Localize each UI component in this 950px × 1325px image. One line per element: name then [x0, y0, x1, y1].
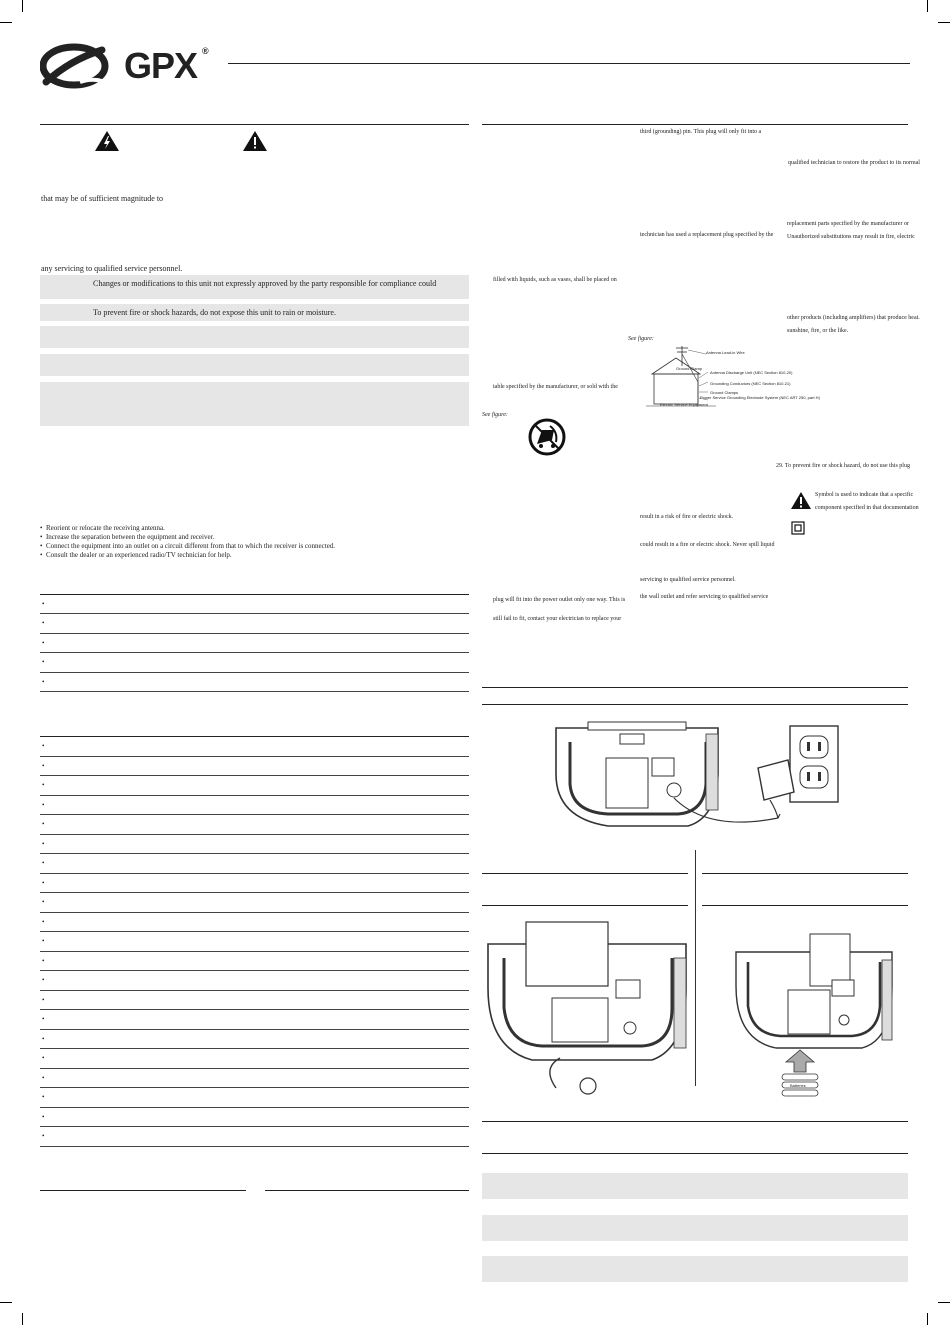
text-risk-shock: result in a risk of fire or electric shock. — [640, 514, 734, 520]
double-insulation-icon — [791, 521, 805, 535]
table-bullet: • — [42, 995, 45, 1004]
notice-box-4 — [40, 354, 469, 376]
section-rule — [482, 687, 908, 688]
footer-rule-left — [40, 1190, 246, 1191]
table-bullet: • — [42, 1132, 45, 1140]
table-bullet: • — [42, 619, 45, 628]
lightning-warning-icon — [94, 130, 120, 152]
crop-mark — [938, 22, 950, 23]
table-row-rule — [40, 613, 469, 614]
text-table-specified: table specified by the manufacturer, or sold with the — [493, 384, 618, 390]
text-electrician: still fail to fit, contact your electrician to replace your — [493, 616, 622, 622]
table-row-rule — [40, 912, 469, 913]
text-component: component specified in that documentation — [815, 505, 919, 511]
section-rule — [482, 704, 908, 705]
text-restore: qualified technician to restore the product to its normal — [788, 160, 920, 166]
table-bullet: • — [42, 976, 45, 984]
registered-mark: ® — [202, 46, 209, 56]
table-bullet: • — [42, 1073, 45, 1082]
footer-rule-right — [265, 1190, 469, 1191]
header-rule — [228, 63, 910, 64]
fcc-list — [40, 524, 335, 560]
crop-mark — [0, 1302, 12, 1303]
text-servicing-mid: servicing to qualified service personnel. — [640, 577, 736, 583]
battery-install-figure — [732, 930, 902, 1102]
table-row-rule — [40, 951, 469, 952]
notice-text-2: To prevent fire or shock hazards, do not expose this unit to rain or moisture. — [93, 308, 336, 317]
table-row-rule — [40, 970, 469, 971]
text-wall-outlet: the wall outlet and refer servicing to qualified service — [640, 594, 769, 600]
table-bullet: • — [42, 1112, 45, 1121]
antenna-label: Grounding Conductors (NEC Section 810-21) — [710, 381, 791, 386]
table-bullet: • — [42, 761, 45, 770]
column-divider — [695, 850, 696, 1086]
table-bullet: • — [42, 658, 45, 667]
table-row-rule — [40, 1087, 469, 1088]
table-row-rule — [40, 691, 469, 692]
text-never-spill: could result in a fire or electric shock. Never spill liquid — [640, 542, 775, 548]
table-row-rule — [40, 1048, 469, 1049]
table-bullet: • — [42, 1034, 45, 1043]
text-replacement-plug: technician has used a replacement plug specified by the — [640, 232, 774, 238]
section-rule — [482, 1153, 908, 1154]
table-bullet: • — [42, 1093, 45, 1101]
section-rule — [702, 905, 908, 906]
table-row-rule — [40, 1029, 469, 1030]
table-bullet: • — [42, 781, 45, 789]
fcc-item: • Increase the separation between the equipment and receiver. — [40, 533, 215, 541]
text-see-figure-1: See figure: — [628, 336, 654, 342]
table-row-rule — [40, 1126, 469, 1127]
fcc-item: • Consult the dealer or an experienced radio/TV technician for help. — [40, 551, 232, 559]
table-bullet: • — [42, 1015, 45, 1023]
table-bullet: • — [42, 839, 45, 848]
table-bullet: • — [42, 956, 45, 965]
gpx-logo — [40, 42, 220, 90]
table-row-rule — [40, 853, 469, 854]
section-rule-right — [482, 124, 908, 125]
antenna-label: Electric Service Equipment — [660, 402, 708, 407]
ac-adapter-figure — [548, 714, 848, 832]
antenna-label: Antenna Lead-in Wire — [706, 350, 745, 355]
table-bullet: • — [42, 937, 45, 945]
table-bullet: • — [42, 677, 45, 686]
crop-mark — [927, 1313, 928, 1325]
table-bullet: • — [42, 600, 45, 608]
text-sunshine: sunshine, fire, or the like. — [787, 328, 849, 334]
text-unauthorized: Unauthorized substitutions may result in fire, electric — [787, 234, 915, 240]
gpx-swirl-icon — [40, 42, 120, 90]
text-servicing: any servicing to qualified service personnel. — [41, 264, 183, 273]
exclamation-warning-icon — [242, 130, 268, 152]
notice-box-2 — [40, 304, 469, 321]
section-rule — [482, 873, 688, 874]
table-row-rule — [40, 795, 469, 796]
table-row-rule — [40, 633, 469, 634]
table-rule — [40, 736, 469, 737]
table-bullet: • — [42, 1054, 45, 1062]
spec-box-1 — [482, 1173, 908, 1199]
text-see-figure-2: See figure: — [482, 412, 508, 418]
text-symbol: Symbol is used to indicate that a specific — [815, 492, 914, 498]
table-bullet: • — [42, 820, 45, 828]
cart-warning-icon — [528, 418, 566, 456]
table-row-rule — [40, 1107, 469, 1108]
fcc-item: • Connect the equipment into an outlet on a circuit different from that to which the receiver is connected. — [40, 542, 336, 550]
table-bullet: • — [42, 742, 45, 750]
text-liquids: filled with liquids, such as vases, shall be placed on — [493, 277, 617, 283]
table-bullet: • — [42, 878, 45, 887]
text-grounding: third (grounding) pin. This plug will only fit into a — [640, 129, 762, 135]
section-rule — [702, 873, 908, 874]
table-rule — [40, 594, 469, 595]
table-row-rule — [40, 672, 469, 673]
table-row-rule — [40, 756, 469, 757]
text-item-29: 29. To prevent fire or shock hazard, do not use this plug — [776, 463, 910, 469]
table-row-rule — [40, 892, 469, 893]
battery-label: Batteries — [790, 1083, 806, 1088]
crop-mark — [0, 22, 12, 23]
text-other-products: other products (including amplifiers) that produce heat. — [787, 315, 920, 321]
table-row-rule — [40, 1146, 469, 1147]
section-rule — [40, 124, 469, 125]
table-bullet: • — [42, 898, 45, 906]
antenna-label: Antenna Discharge Unit (NEC Section 810-20) — [710, 370, 793, 375]
antenna-label: Ground Clamp — [676, 366, 703, 371]
table-row-rule — [40, 990, 469, 991]
section-rule — [482, 905, 688, 906]
battery-door-figure — [482, 918, 692, 1098]
table-bullet: • — [42, 859, 45, 867]
table-row-rule — [40, 834, 469, 835]
spec-box-3 — [482, 1256, 908, 1282]
table-row-rule — [40, 1068, 469, 1069]
notice-box-1 — [40, 275, 469, 299]
table-row-rule — [40, 652, 469, 653]
table-row-rule — [40, 931, 469, 932]
antenna-label: Ground Clamps — [710, 390, 739, 395]
notice-box-5 — [40, 382, 469, 426]
table-bullet: • — [42, 638, 45, 647]
table-row-rule — [40, 1009, 469, 1010]
table-bullet: • — [42, 917, 45, 926]
spec-box-2 — [482, 1215, 908, 1241]
table-row-rule — [40, 873, 469, 874]
crop-mark — [938, 1302, 950, 1303]
text-replacement-parts: replacement parts specified by the manufacturer or — [787, 221, 909, 227]
notice-box-3 — [40, 326, 469, 348]
notice-text-1: Changes or modifications to this unit not expressly approved by the party responsible for compliance could — [93, 279, 437, 288]
text-magnitude: that may be of sufficient magnitude to — [41, 194, 164, 203]
section-rule — [482, 1121, 908, 1122]
table-bullet: • — [42, 800, 45, 809]
table-row-rule — [40, 814, 469, 815]
crop-mark — [22, 0, 23, 12]
brand-name: GPX — [124, 45, 198, 86]
table-row-rule — [40, 775, 469, 776]
crop-mark — [22, 1313, 23, 1325]
caution-triangle-icon — [790, 491, 812, 510]
fcc-item: • Reorient or relocate the receiving antenna. — [40, 524, 165, 532]
crop-mark — [927, 0, 928, 12]
text-polarized: plug will fit into the power outlet only one way. This is — [493, 597, 626, 603]
antenna-label: Power Service Grounding Electrode System (NEC ART 250, part H) — [700, 395, 820, 400]
